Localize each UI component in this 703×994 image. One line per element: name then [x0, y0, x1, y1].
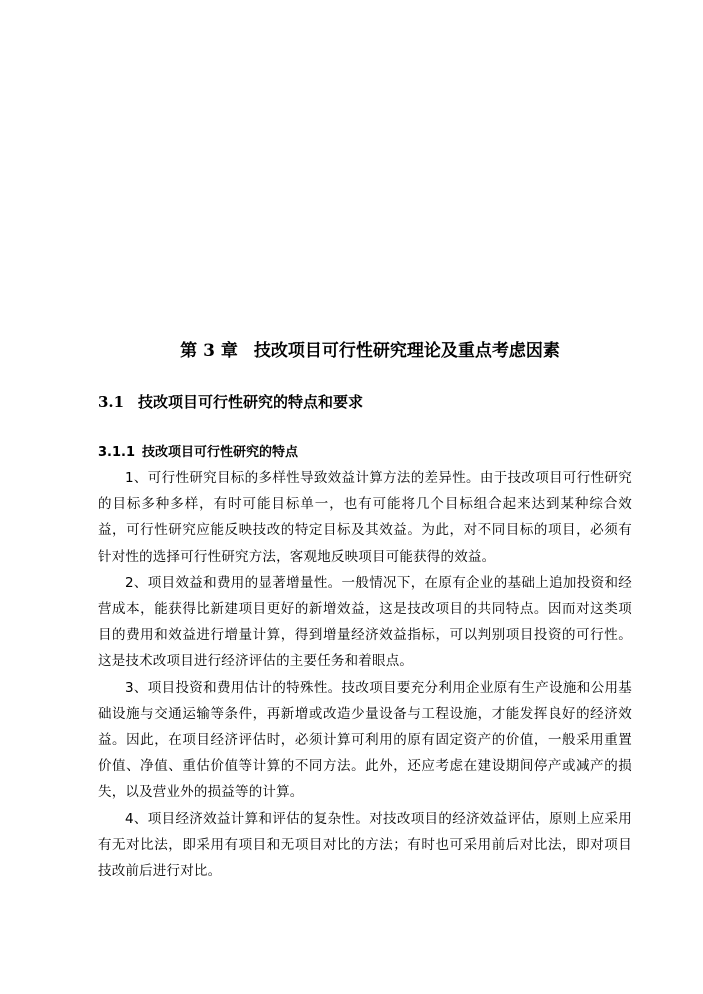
subsection-heading	[98, 443, 298, 463]
chapter-title-text: 技改项目可行性研究理论及重点考虑因素	[253, 341, 560, 361]
paragraph-3: 3、项目投资和费用估计的特殊性。技改项目要充分利用企业原有生产设施和公用基础设施与交通运输等条件，再新增或改造少量设备与工程设施，才能发挥良好的经济效益。因此，在项目经济评估时，必须计算可利用的原有固定资产的价值，一般采用重置价值、净值、重估价值等计算的不同方法。此外，还应考虑在建设期间停产或减产的损失，以及营业外的损益等的计算。	[98, 679, 632, 801]
section-heading	[98, 391, 363, 413]
chapter-title	[0, 339, 703, 363]
chapter-label: 第 3 章	[180, 341, 238, 361]
paragraph-1: 1、可行性研究目标的多样性导致效益计算方法的差异性。由于技改项目可行性研究的目标多种多样，有时可能目标单一，也有可能将几个目标组合起来达到某种综合效益，可行性研究应能反映技改的特定目标及其效益。为此，对不同目标的项目，必须有针对性的选择可行性研究方法，客观地反映项目可能获得的效益。	[98, 470, 632, 565]
paragraph-4: 4、项目经济效益计算和评估的复杂性。对技改项目的经济效益评估，原则上应采用有无对比法，即采用有项目和无项目对比的方法；有时也可采用前后对比法，即对项目技改前后进行对比。	[98, 810, 632, 880]
body-text	[98, 465, 632, 884]
subsection-title-text: 技改项目可行性研究的特点	[142, 445, 299, 460]
section-number: 3.1	[98, 393, 125, 411]
paragraph-2: 2、项目效益和费用的显著增量性。一般情况下，在原有企业的基础上追加投资和经营成本，能获得比新建项目更好的新增效益，这是技改项目的共同特点。因而对这类项目的费用和效益进行增量计算，得到增量经济效益指标，可以判别项目投资的可行性。这是技术改项目进行经济评估的主要任务和着眼点。	[98, 574, 632, 670]
subsection-number: 3.1.1	[98, 445, 136, 460]
section-title-text: 技改项目可行性研究的特点和要求	[138, 393, 364, 411]
